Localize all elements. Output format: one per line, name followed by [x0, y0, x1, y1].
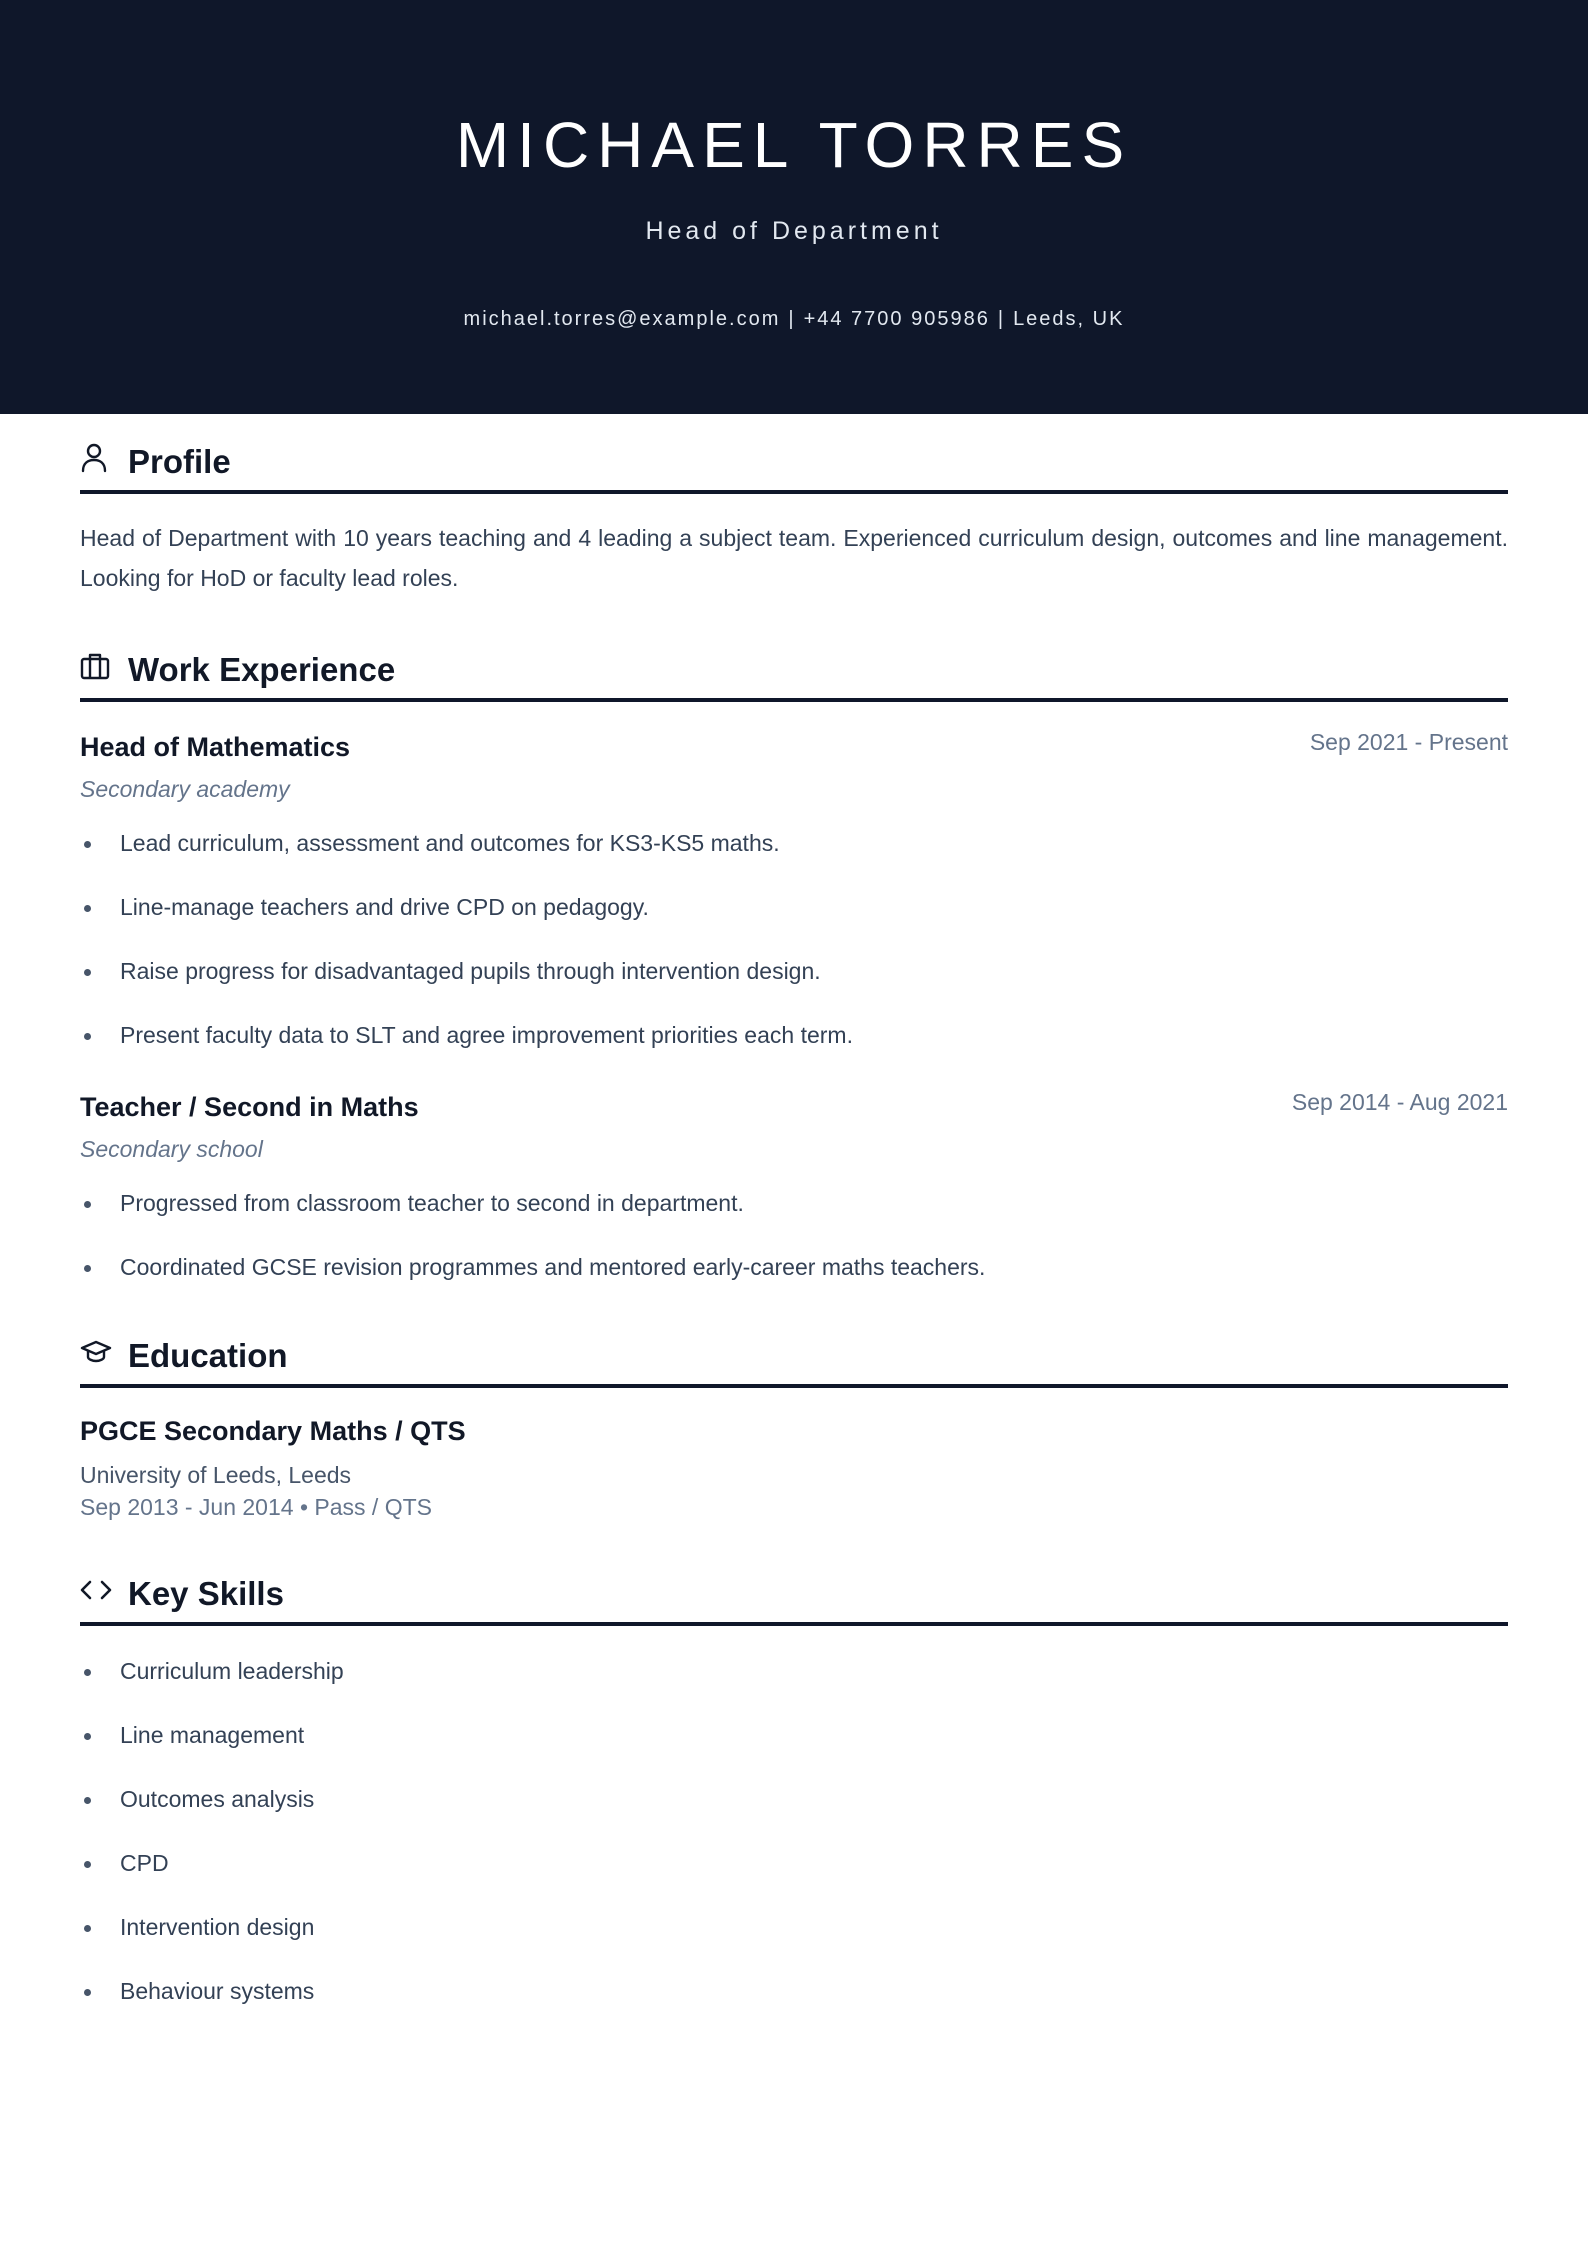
job-bullets [80, 1188, 1508, 1282]
skills-section-header [80, 1566, 1508, 1626]
skills-list [80, 1656, 1508, 2006]
contact-line [0, 306, 1588, 332]
job-title: Teacher / Second in Maths [80, 1092, 419, 1122]
job-title: Head of Mathematics [80, 732, 351, 762]
job-organization: Secondary academy [80, 776, 290, 802]
job-bullet: Present faculty data to SLT and agree improvement priorities each term. [80, 1020, 1508, 1050]
job-dates: Sep 2014 - Aug 2021 [1291, 1089, 1508, 1115]
education-section [80, 1328, 1508, 1522]
job-bullet: Coordinated GCSE revision programmes and mentored early-career maths teachers. [80, 1252, 1508, 1282]
education-degree: PGCE Secondary Maths / QTS [80, 1416, 466, 1446]
experience-heading: Work Experience [128, 651, 396, 688]
job-dates: Sep 2021 - Present [1309, 729, 1508, 755]
job-bullet: Progressed from classroom teacher to second in department. [80, 1188, 1508, 1218]
contact-phone: +44 7700 905986 [803, 308, 990, 330]
job-organization: Secondary school [80, 1136, 263, 1162]
code-icon [80, 1574, 112, 1606]
resume-body [80, 414, 1508, 2006]
job-bullet: Line-manage teachers and drive CPD on pedagogy. [80, 892, 1508, 922]
skill-item: CPD [80, 1848, 1508, 1878]
job-bullets [80, 828, 1508, 1050]
experience-section-header [80, 642, 1508, 702]
graduation-cap-icon [80, 1336, 112, 1368]
education-dates-result: Sep 2013 - Jun 2014 • Pass / QTS [80, 1494, 432, 1520]
contact-location: Leeds, UK [1013, 308, 1125, 330]
skill-item: Outcomes analysis [80, 1784, 1508, 1814]
skills-section [80, 1566, 1508, 2006]
profile-section-header [80, 434, 1508, 494]
skill-item: Behaviour systems [80, 1976, 1508, 2006]
skills-heading: Key Skills [128, 1575, 284, 1612]
job-bullet: Raise progress for disadvantaged pupils through intervention design. [80, 956, 1508, 986]
education-section-header [80, 1328, 1508, 1388]
education-entry [80, 1414, 1508, 1522]
contact-separator: | [997, 308, 1006, 330]
candidate-title: Head of Department [645, 217, 943, 245]
contact-separator: | [788, 308, 796, 330]
briefcase-icon [80, 650, 112, 682]
education-heading: Education [128, 1337, 288, 1374]
education-school: University of Leeds, Leeds [80, 1462, 352, 1488]
profile-summary: Head of Department with 10 years teaching and 4 leading a subject team. Experienced curriculum design, outcomes and line management. Looking for HoD or faculty lead roles. [80, 525, 1508, 591]
candidate-name: MICHAEL TORRES [455, 109, 1133, 181]
profile-heading: Profile [128, 443, 231, 480]
skill-item: Intervention design [80, 1912, 1508, 1942]
person-icon [80, 442, 112, 474]
resume-header [0, 0, 1588, 414]
experience-section [80, 642, 1508, 1282]
skill-item: Line management [80, 1720, 1508, 1750]
skill-item: Curriculum leadership [80, 1656, 1508, 1686]
job-entry [80, 730, 1508, 1050]
job-entry [80, 1090, 1508, 1282]
job-bullet: Lead curriculum, assessment and outcomes for KS3-KS5 maths. [80, 828, 1508, 858]
profile-section [80, 414, 1508, 598]
contact-email: michael.torres@example.com [463, 308, 781, 330]
